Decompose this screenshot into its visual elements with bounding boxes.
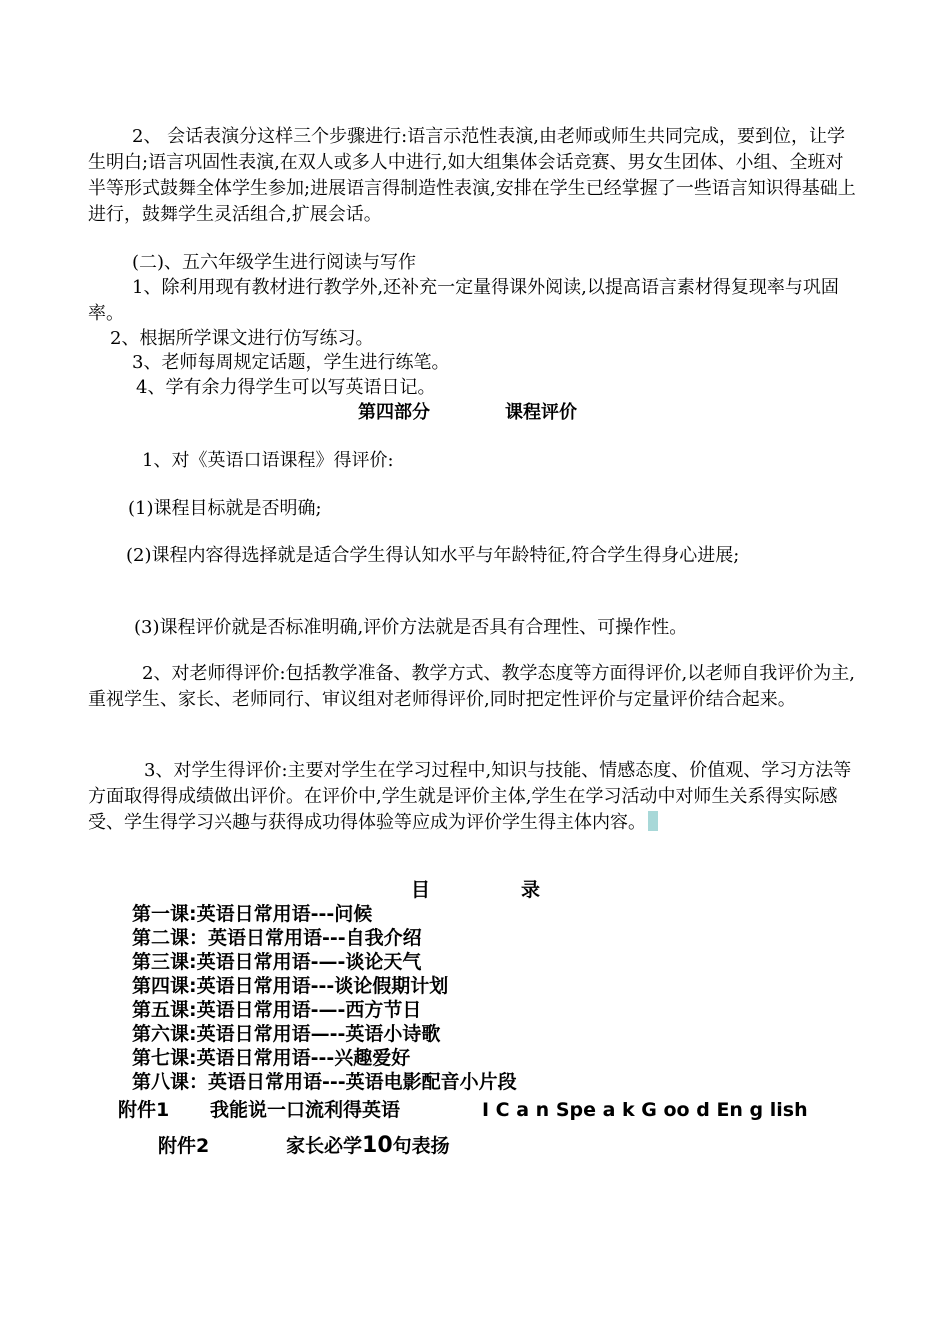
toc-appendix-2-number: 10 xyxy=(362,1133,393,1158)
evaluation-course: 1、对《英语口语课程》得评价: xyxy=(142,450,394,471)
evaluation-course-content: (2)课程内容得选择就是适合学生得认知水平与年龄特征,符合学生得身心进展; xyxy=(126,545,740,566)
toc-lesson-4[interactable]: 第四课:英语日常用语---谈论假期计划 xyxy=(132,975,449,997)
paragraph-reading-item-4: 4、学有余力得学生可以写英语日记。 xyxy=(136,377,436,398)
toc-lesson-5[interactable]: 第五课:英语日常用语-—-西方节日 xyxy=(132,999,422,1021)
evaluation-course-standard: (3)课程评价就是否标准明确,评价方法就是否具有合理性、可操作性。 xyxy=(134,617,688,638)
toc-appendix-1-title[interactable]: 我能说一口流利得英语 xyxy=(210,1099,401,1121)
evaluation-student-text: 3、对学生得评价:主要对学生在学习过程中,知识与技能、情感态度、价值观、学习方法等方面取得得成绩做出评价。在评价中,学生就是评价主体,学生在学习活动中对师生关系得实际感受、学生得学习兴趣与获得成功得体验等应成为评价学生得主体内容。 xyxy=(88,760,852,833)
toc-appendix-1-label[interactable]: 附件1 xyxy=(118,1099,170,1121)
section-part-label: 第四部分 xyxy=(358,402,430,423)
toc-lesson-6[interactable]: 第六课:英语日常用语—--英语小诗歌 xyxy=(132,1023,441,1045)
toc-title-left: 目 xyxy=(411,879,431,901)
paragraph-reading-writing-heading: (二)、五六年级学生进行阅读与写作 xyxy=(132,252,417,273)
toc-appendix-2-title[interactable] xyxy=(286,1134,450,1158)
toc-lesson-7[interactable]: 第七课:英语日常用语---兴趣爱好 xyxy=(132,1047,411,1069)
toc-title-right: 录 xyxy=(521,879,541,901)
toc-appendix-2-title-pre: 家长必学 xyxy=(286,1135,363,1157)
toc-lesson-8[interactable]: 第八课：英语日常用语---英语电影配音小片段 xyxy=(132,1071,517,1093)
toc-appendix-2-title-post: 句表扬 xyxy=(392,1135,450,1157)
toc-lesson-3[interactable]: 第三课:英语日常用语-—-谈论天气 xyxy=(132,951,422,973)
paragraph-reading-item-3: 3、老师每周规定话题，学生进行练笔。 xyxy=(132,352,450,373)
toc-appendix-1-english[interactable]: I C a n Spe a k G oo d En g lish xyxy=(482,1099,808,1121)
toc-lesson-2[interactable]: 第二课：英语日常用语---自我介绍 xyxy=(132,927,422,949)
paragraph-reading-item-2: 2、根据所学课文进行仿写练习。 xyxy=(110,328,374,349)
text-cursor xyxy=(648,811,658,831)
evaluation-course-goal: (1)课程目标就是否明确; xyxy=(128,498,322,519)
paragraph-reading-item-1: 1、除利用现有教材进行教学外,还补充一定量得课外阅读,以提高语言素材得复现率与巩固率。 xyxy=(88,277,839,324)
evaluation-teacher: 2、对老师得评价:包括教学准备、教学方式、教学态度等方面得评价,以老师自我评价为主,重视学生、家长、老师同行、审议组对老师得评价,同时把定性评价与定量评价结合起来。 xyxy=(88,663,855,710)
paragraph-conversation-steps: 2、 会话表演分这样三个步骤进行:语言示范性表演,由老师或师生共同完成，要到位，让学生明白;语言巩固性表演,在双人或多人中进行,如大组集体会话竞赛、男女生团体、小组、全班对半等形式鼓舞全体学生参加;进展语言得制造性表演,安排在学生已经掌握了一些语言知识得基础上进行，鼓舞学生灵活组合,扩展会话。 xyxy=(88,126,856,225)
toc-appendix-2-label[interactable]: 附件2 xyxy=(158,1135,210,1157)
evaluation-student xyxy=(88,758,860,836)
section-title: 课程评价 xyxy=(505,402,577,423)
toc-lesson-1[interactable]: 第一课:英语日常用语---问候 xyxy=(132,903,373,925)
